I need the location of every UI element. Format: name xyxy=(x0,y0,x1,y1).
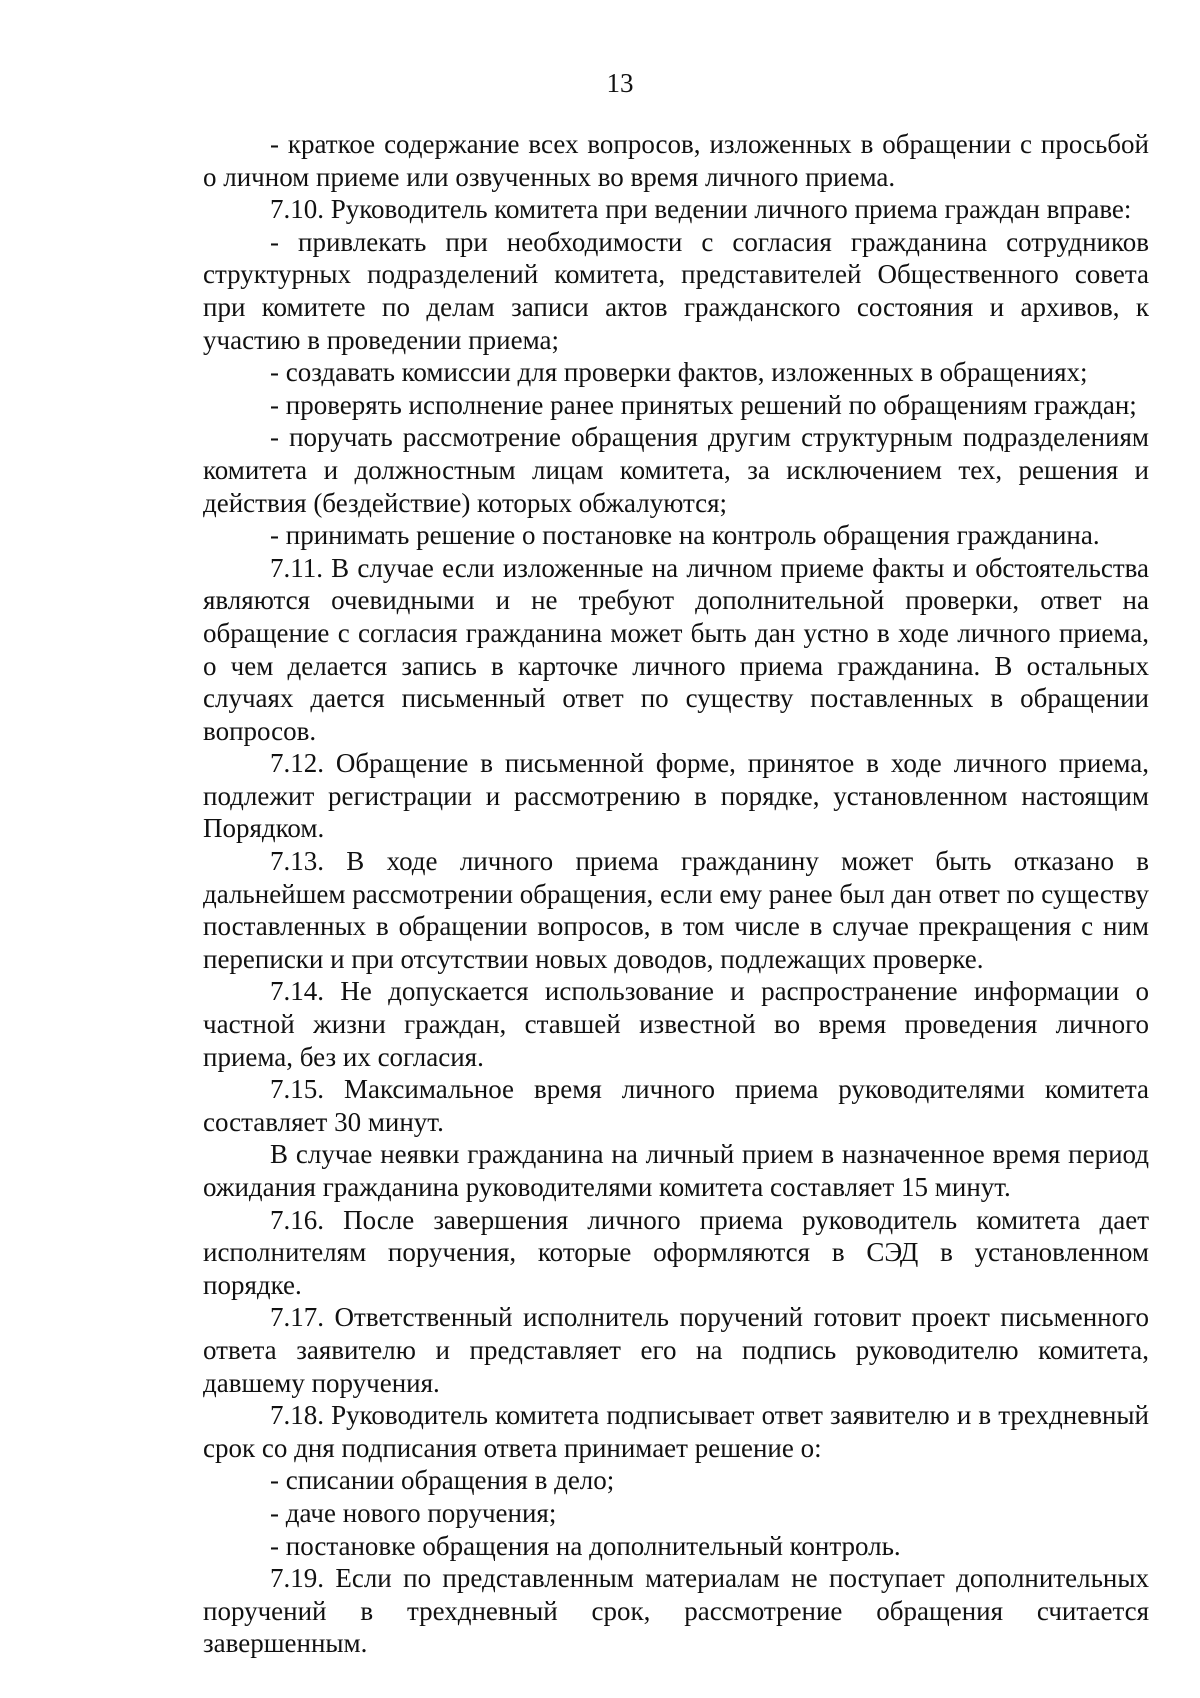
paragraph-7-19: 7.19. Если по представленным материалам не поступает дополнительных поручений в трехдневный срок, рассмотрение обращения считается завершенным. xyxy=(203,1563,1149,1659)
paragraph-summary-of-questions: - краткое содержание всех вопросов, изложенных в обращении с просьбой о личном приеме или озвученных во время личного приема. xyxy=(203,129,1149,192)
paragraph-create-commissions: - создавать комиссии для проверки фактов, изложенных в обращениях; xyxy=(270,357,1088,388)
paragraph-7-11: 7.11. В случае если изложенные на личном приеме факты и обстоятельства являются очевидными и не требуют дополнительной проверки, ответ на обращение с согласия гражданина может быть дан устно в ходе личного приема, о чем делается запись в карточке личного приема гражданина. В остальных случаях дается письменный ответ по существу поставленных в обращении вопросов. xyxy=(203,552,1149,746)
paragraph-7-14: 7.14. Не допускается использование и распространение информации о частной жизни граждан, ставшей известной во время проведения личного приема, без их согласия. xyxy=(203,976,1149,1072)
paragraph-no-show: В случае неявки гражданина на личный прием в назначенное время период ожидания гражданина руководителями комитета составляет 15 минут. xyxy=(203,1139,1149,1202)
paragraph-assign-review: - поручать рассмотрение обращения другим структурным подразделениям комитета и должностным лицам комитета, за исключением тех, решения и действия (бездействие) которых обжалуются; xyxy=(203,422,1149,518)
page-number: 13 xyxy=(606,68,634,98)
paragraph-involve-staff: - привлекать при необходимости с согласия гражданина сотрудников структурных подразделений комитета, представителей Общественного совета при комитете по делам записи актов гражданского состояния и архивов, к участию в проведении приема; xyxy=(203,226,1149,355)
paragraph-7-10: 7.10. Руководитель комитета при ведении личного приема граждан вправе: xyxy=(270,194,1132,225)
paragraph-check-execution: - проверять исполнение ранее принятых решений по обращениям граждан; xyxy=(270,389,1137,420)
document-body xyxy=(203,128,1149,1660)
paragraph-7-15: 7.15. Максимальное время личного приема руководителями комитета составляет 30 минут. xyxy=(203,1074,1149,1137)
paragraph-new-assignment: - даче нового поручения; xyxy=(270,1497,557,1528)
paragraph-additional-control: - постановке обращения на дополнительный контроль. xyxy=(270,1530,901,1561)
paragraph-7-16: 7.16. После завершения личного приема руководитель комитета дает исполнителям поручения, которые оформляются в СЭД в установленном порядке. xyxy=(203,1204,1149,1300)
paragraph-7-17: 7.17. Ответственный исполнитель поручений готовит проект письменного ответа заявителю и представляет его на подпись руководителю комитета, давшему поручения. xyxy=(203,1302,1149,1398)
paragraph-7-13: 7.13. В ходе личного приема гражданину может быть отказано в дальнейшем рассмотрении обращения, если ему ранее был дан ответ по существу поставленных в обращении вопросов, в том числе в случае прекращения с ним переписки и при отсутствии новых доводов, подлежащих проверке. xyxy=(203,846,1149,974)
paragraph-7-12: 7.12. Обращение в письменной форме, принятое в ходе личного приема, подлежит регистрации и рассмотрению в порядке, установленном настоящим Порядком. xyxy=(203,748,1149,844)
paragraph-7-18: 7.18. Руководитель комитета подписывает ответ заявителю и в трехдневный срок со дня подписания ответа принимает решение о: xyxy=(203,1400,1149,1463)
paragraph-write-off: - списании обращения в дело; xyxy=(270,1465,615,1496)
paragraph-control-decision: - принимать решение о постановке на контроль обращения гражданина. xyxy=(270,520,1100,551)
